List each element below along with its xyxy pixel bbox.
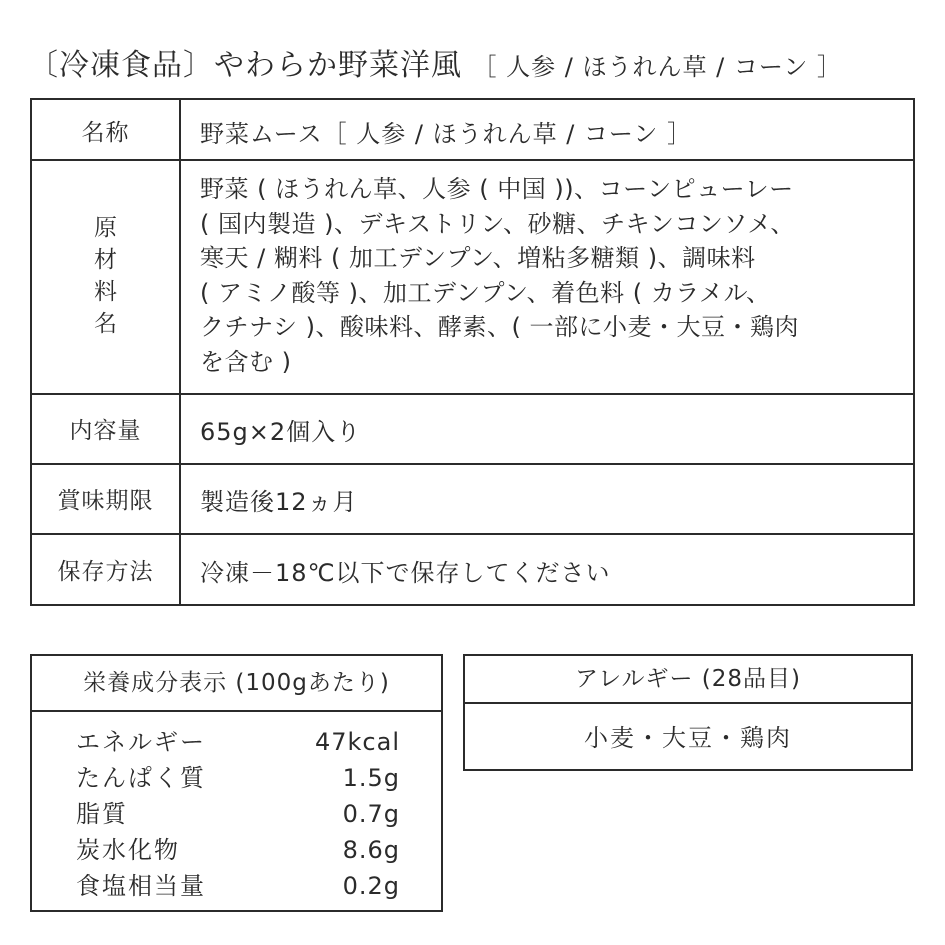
product-title-sub: ［ 人参 / ほうれん草 / コーン ］ bbox=[472, 53, 843, 81]
nutrient-name: たんぱく質 bbox=[76, 764, 206, 792]
ingredients-line: を含む ) bbox=[200, 347, 292, 376]
nutrient-value: 0.2g bbox=[342, 872, 400, 900]
nutrient-value: 0.7g bbox=[342, 800, 400, 828]
nutrient-name: 炭水化物 bbox=[76, 836, 180, 864]
name-value: 野菜ムース［ 人参 / ほうれん草 / コーン ］ bbox=[200, 120, 693, 148]
nutrient-value: 1.5g bbox=[342, 764, 400, 792]
ingredients-label-char: 名 bbox=[94, 311, 117, 337]
nutrition-table bbox=[30, 654, 443, 912]
spec-table bbox=[30, 98, 915, 606]
ingredients-label bbox=[32, 212, 179, 340]
product-title bbox=[28, 44, 928, 89]
spec-row-divider bbox=[32, 463, 913, 465]
allergy-header: アレルギー (28品目) bbox=[465, 656, 911, 704]
ingredients-line: 寒天 / 糊料 ( 加工デンプン、増粘多糖類 )、調味料 bbox=[200, 244, 756, 272]
nutrient-name: 脂質 bbox=[76, 800, 128, 828]
ingredients-label-char: 原 bbox=[94, 215, 117, 241]
allergy-items: 小麦・大豆・鶏肉 bbox=[584, 724, 792, 752]
nutrient-value: 8.6g bbox=[342, 836, 400, 864]
nutrition-row bbox=[76, 868, 400, 904]
expiry-value: 製造後12ヵ月 bbox=[200, 488, 358, 516]
spec-column-divider bbox=[179, 100, 181, 604]
storage-label: 保存方法 bbox=[57, 559, 154, 585]
allergy-table bbox=[463, 654, 913, 771]
ingredients-line: クチナシ )、酸味料、酵素、( 一部に小麦・大豆・鶏肉 bbox=[200, 313, 800, 341]
name-label: 名称 bbox=[81, 120, 130, 146]
spec-row-divider bbox=[32, 393, 913, 395]
ingredients-label-char: 料 bbox=[94, 279, 117, 305]
nutrition-row bbox=[76, 724, 400, 760]
storage-value: 冷凍－18℃以下で保存してください bbox=[200, 559, 611, 587]
spec-row-divider bbox=[32, 159, 913, 161]
ingredients-line: 野菜 ( ほうれん草、人参 ( 中国 ))、コーンピューレー bbox=[200, 175, 794, 203]
nutrition-row bbox=[76, 760, 400, 796]
nutrient-value: 47kcal bbox=[314, 728, 400, 756]
content-label: 内容量 bbox=[69, 418, 142, 444]
nutrition-row bbox=[76, 832, 400, 868]
content-value: 65g×2個入り bbox=[200, 418, 362, 446]
ingredients-label-char: 材 bbox=[94, 247, 117, 273]
nutrient-name: エネルギー bbox=[76, 728, 206, 756]
product-title-main: 〔冷凍食品〕やわらか野菜洋風 bbox=[28, 48, 462, 83]
nutrient-name: 食塩相当量 bbox=[76, 872, 206, 900]
nutrition-header: 栄養成分表示 (100gあたり) bbox=[32, 656, 441, 712]
ingredients-line: ( アミノ酸等 )、加工デンプン、着色料 ( カラメル、 bbox=[200, 278, 771, 307]
spec-row-divider bbox=[32, 533, 913, 535]
ingredients-line: ( 国内製造 )、デキストリン、砂糖、チキンコンソメ、 bbox=[200, 209, 795, 238]
expiry-label: 賞味期限 bbox=[57, 488, 154, 514]
nutrition-row bbox=[76, 796, 400, 832]
ingredients-value bbox=[200, 172, 900, 379]
